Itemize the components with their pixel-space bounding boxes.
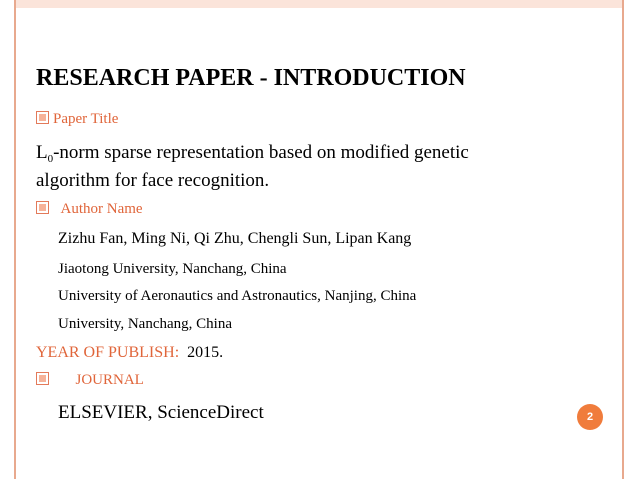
paper-title-label-row	[36, 111, 118, 128]
year-value: 2015.	[187, 344, 224, 361]
year-row	[36, 344, 223, 362]
journal-value: ELSEVIER, ScienceDirect	[58, 402, 264, 423]
square-bullet-icon	[36, 372, 49, 385]
author-label-row	[36, 201, 143, 218]
affiliation-1: Jiaotong University, Nanchang, China	[58, 261, 287, 277]
authors-list: Zizhu Fan, Ming Ni, Qi Zhu, Chengli Sun, Lipan Kang	[58, 230, 412, 247]
slide-title: RESEARCH PAPER - INTRODUCTION	[36, 65, 466, 91]
paper-title-line2: algorithm for face recognition.	[36, 170, 270, 191]
year-label: YEAR OF PUBLISH:	[36, 344, 180, 361]
paper-title-prefix: L	[36, 142, 48, 163]
paper-title-subscript: 0	[47, 153, 54, 165]
paper-title	[36, 142, 469, 192]
paper-title-label: Paper Title	[53, 111, 119, 127]
paper-title-line1-rest: -norm sparse representation based on modified genetic	[53, 142, 469, 163]
author-label: Author Name	[60, 201, 143, 217]
square-bullet-icon	[36, 111, 49, 124]
paper-title-line1	[36, 142, 469, 170]
journal-label-row	[36, 372, 144, 389]
affiliation-3: University, Nanchang, China	[58, 316, 232, 332]
journal-label: JOURNAL	[75, 372, 144, 388]
affiliation-2: University of Aeronautics and Astronautics, Nanjing, China	[58, 288, 417, 304]
page-number-badge: 2	[577, 404, 603, 430]
square-bullet-icon	[36, 201, 49, 214]
